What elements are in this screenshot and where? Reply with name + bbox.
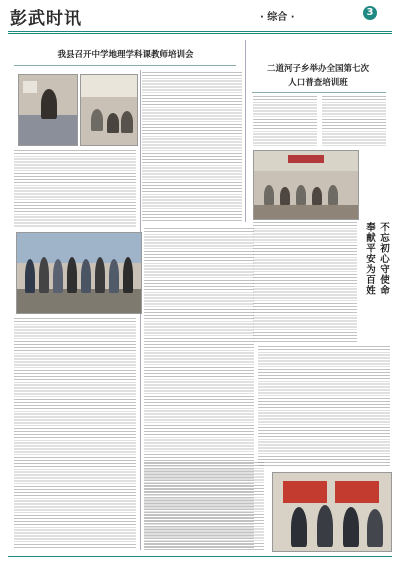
text-column (258, 346, 390, 468)
masthead-rule (8, 31, 392, 32)
footer-rule (8, 556, 392, 557)
section-label: · 综合 · (260, 12, 295, 23)
lecture-photo (80, 74, 138, 146)
right-article-headline-line2: 人口普查培训班 (288, 78, 348, 88)
text-column (142, 72, 242, 222)
column-divider (245, 40, 246, 222)
text-column (253, 222, 357, 342)
text-column (322, 96, 386, 146)
award-photo (272, 472, 392, 552)
newspaper-logo: 彭武时讯 (10, 9, 82, 29)
headline-rule (252, 92, 386, 93)
slogan-line-1: 不忘初心守使命 (378, 222, 389, 296)
text-column (253, 96, 317, 146)
headline-rule (14, 65, 236, 66)
slogan-line-2: 奉献平安为百姓 (364, 222, 375, 296)
text-column (14, 318, 136, 550)
page-number-badge: 3 (363, 6, 377, 20)
meeting-photo (253, 150, 359, 220)
right-article-headline-line1: 二道河子乡举办全国第七次 (266, 64, 369, 74)
text-column (14, 150, 136, 228)
masthead-rule-thin (8, 33, 392, 34)
vertical-slogan (363, 222, 391, 342)
left-article-headline: 我县召开中学地理学科课教师培训会 (57, 50, 194, 60)
classroom-photo (18, 74, 78, 146)
group-photo (16, 232, 142, 314)
text-column (144, 462, 264, 550)
